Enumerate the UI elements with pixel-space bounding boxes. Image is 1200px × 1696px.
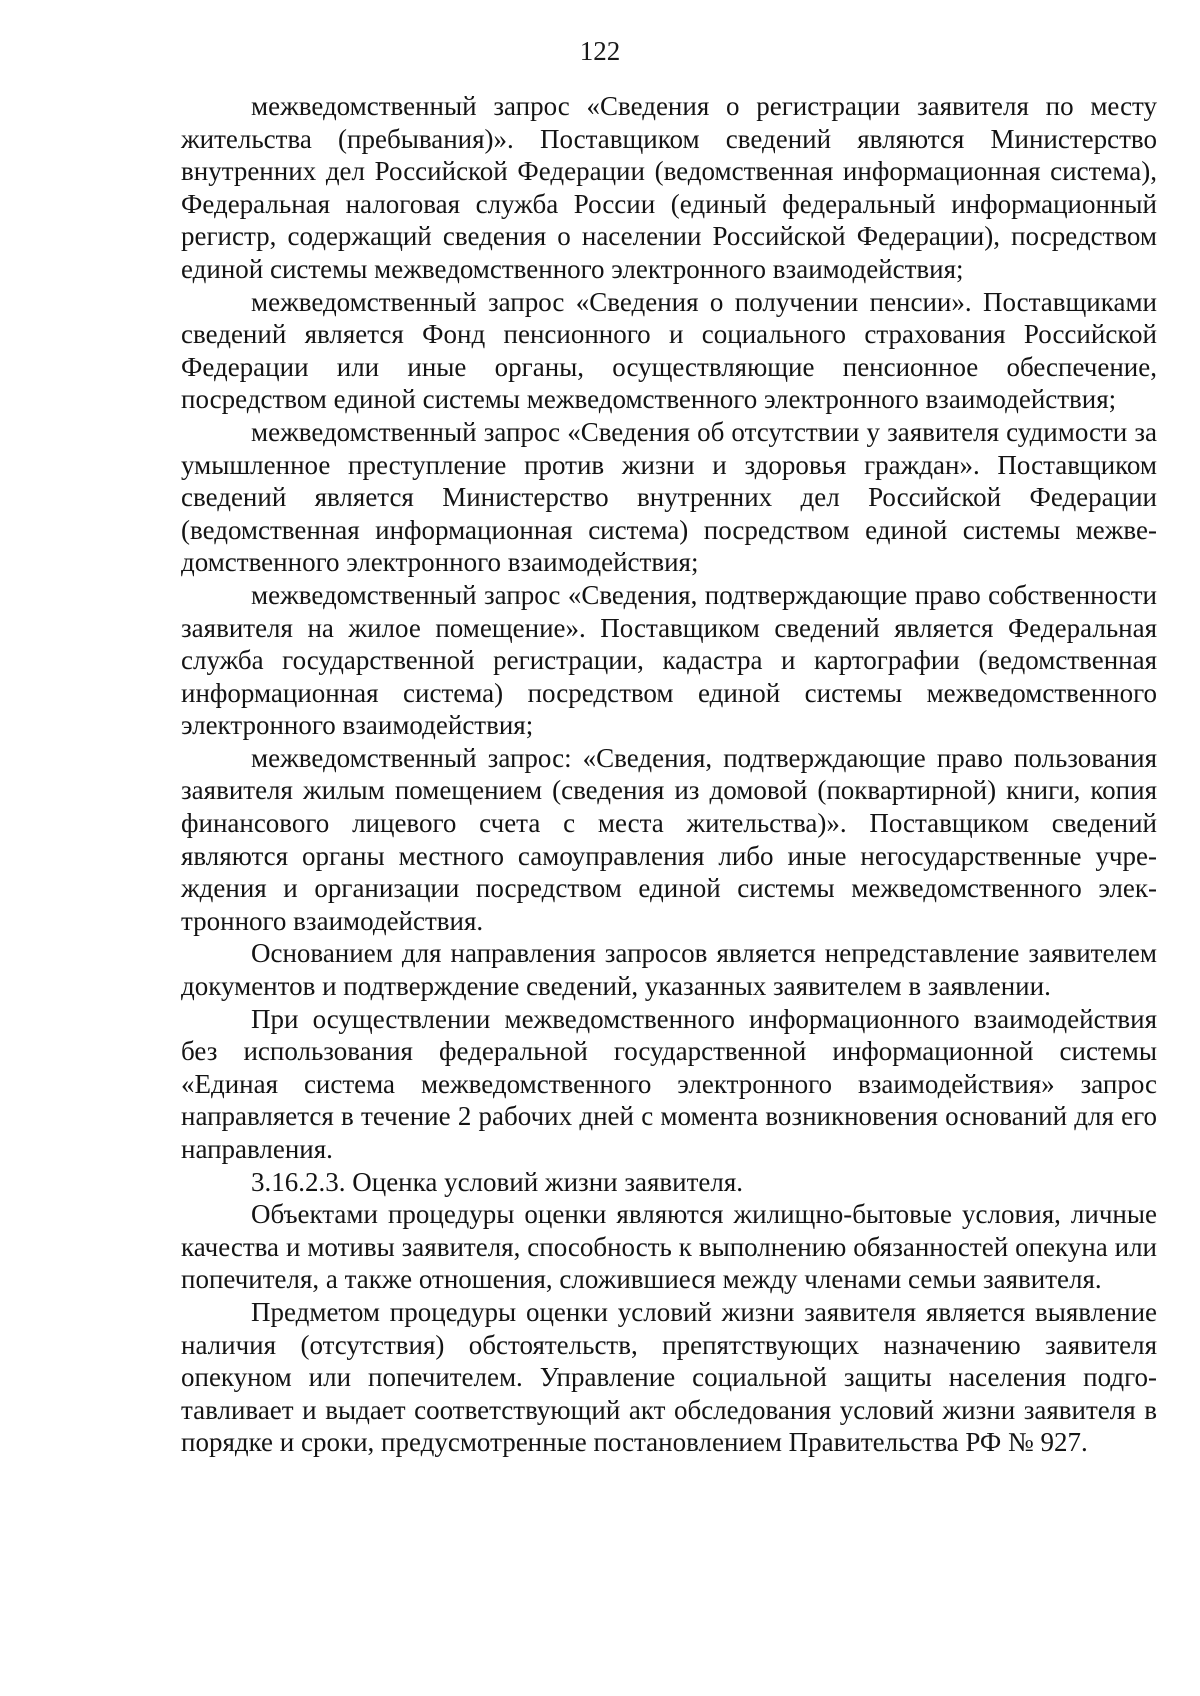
paragraph-request-deadline: При осуществлении межведомственного информационного взаимодействия без использования федеральной государственной информационной системы «Единая система межведомственного электронного взаимодействия» запрос направляется в течение 2 рабочих дней с момента возникновения оснований для его направления.: [181, 1003, 1157, 1164]
page-number: 122: [579, 36, 621, 66]
paragraph-assessment-subject: Предметом процедуры оценки условий жизни заявителя является выявление наличия (отсутствия) обстоятельств, препятствующих назначению заявителя опекуном или попечителем. Управление социальной защиты населения подготавливает и выдает соответствующий акт обследования условий жизни заявителя в порядке и сроки, предусмотренные постановлением Правительства РФ № 927.: [181, 1296, 1157, 1458]
paragraph-assessment-objects: Объектами процедуры оценки являются жилищно-бытовые условия, личные качества и мотивы заявителя, способность к выполнению обязанностей опекуна или попечителя, а также отношения, сложившиеся между членами семьи заявителя.: [181, 1199, 1157, 1295]
section-heading-3-16-2-3: 3.16.2.3. Оценка условий жизни заявителя.: [251, 1166, 744, 1197]
paragraph-request-housing-use: межведомственный запрос: «Сведения, подтверждающие право пользования заявителя жилым помещением (сведения из домовой (поквартирной) книги, копия финансового лицевого счета с места жительства)». Поставщиком сведений являются органы местного самоуправления либо иные негосударственные учреждения и организации посредством единой системы межведомственного электронного взаимодействия.: [181, 742, 1157, 936]
paragraph-request-criminal-record: межведомственный запрос «Сведения об отсутствии у заявителя судимости за умышленное преступление против жизни и здоровья граждан». Поставщиком сведений является Министерство внутренних дел Российской Федерации (ведомственная информационная система) посредством единой системы межведомственного электронного взаимодействия;: [181, 416, 1157, 578]
paragraph-request-property-rights: межведомственный запрос «Сведения, подтверждающие право собственности заявителя на жилое помещение». Поставщиком сведений является Федеральная служба государственной регистрации, кадастра и картографии (ведомственная информационная система) посредством единой системы межведомственного электронного взаимодействия;: [181, 579, 1157, 741]
document-body: [181, 90, 1157, 1459]
paragraph-request-pension: межведомственный запрос «Сведения о получении пенсии». Поставщиками сведений является Фонд пенсионного и социального страхования Российской Федерации или иные органы, осуществляющие пенсионное обеспечение, посредством единой системы межведомственного электронного взаимодействия;: [181, 286, 1157, 415]
paragraph-request-registration: межведомственный запрос «Сведения о регистрации заявителя по месту жительства (пребывания)». Поставщиком сведений являются Министерство внутренних дел Российской Федерации (ведомственная информационная система), Федеральная налоговая служба России (единый федеральный информационный регистр, содержащий сведения о населении Российской Федерации), посредством единой системы межведомственного электронного взаимодействия;: [181, 91, 1157, 284]
paragraph-request-grounds: Основанием для направления запросов является непредставление заявителем документов и подтверждение сведений, указанных заявителем в заявлении.: [181, 938, 1157, 1002]
